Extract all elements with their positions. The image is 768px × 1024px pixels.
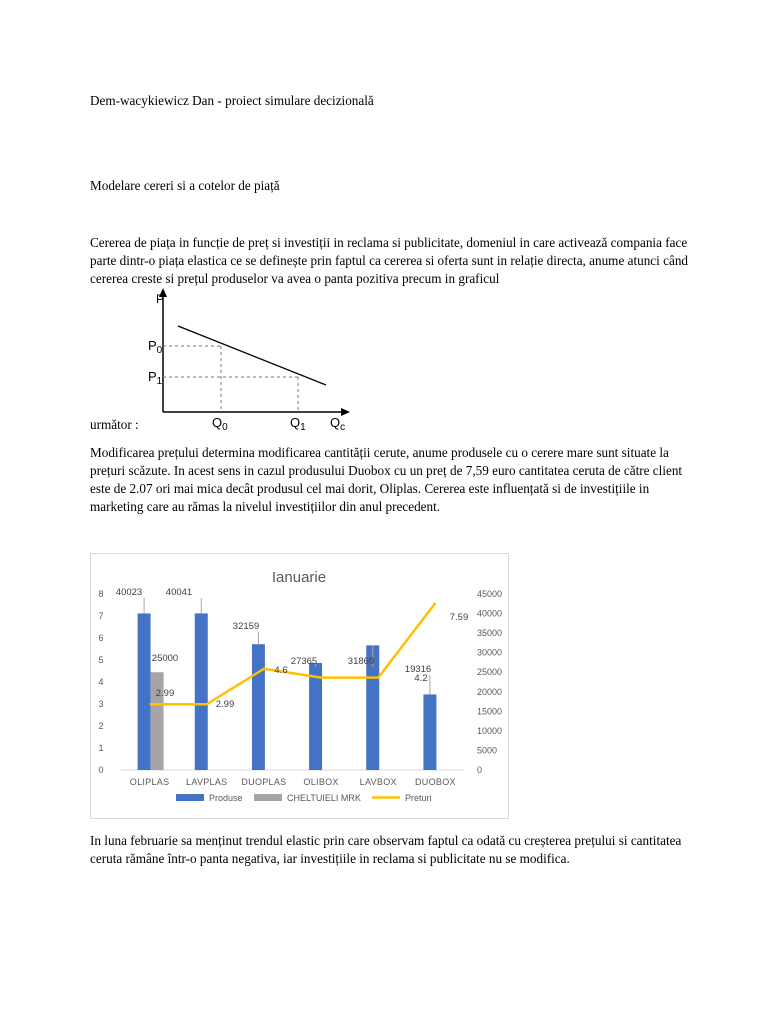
- bar-data-label: 31869: [347, 656, 375, 667]
- chart-svg: [91, 554, 508, 818]
- left-axis-tick: 2: [98, 721, 104, 731]
- left-axis-tick: 1: [98, 743, 104, 753]
- right-axis-tick: 15000: [477, 706, 503, 717]
- p0-label: $P_0$: [148, 338, 163, 356]
- bar-produse: [423, 694, 436, 770]
- bar-data-label: 40041: [165, 587, 193, 598]
- chart-title: Ianuarie: [271, 569, 327, 586]
- qc-label: $Q_c$: [330, 415, 346, 433]
- right-axis-tick: 40000: [477, 608, 503, 619]
- paragraph-price-effect: Modificarea prețului determina modificarea cantității cerute, anume produsele cu o cerere mare sunt situate la prețuri scăzute. In acest sens in cazul produsului Duobox cu un preț de 7,59 euro cantitatea ceruta de către client este de 2.07 ori mai mica decât produsul cel mai dorit, Oliplas. Cererea este influențată si de investițiile in marketing care au rămas la nivelul investițiilor din anul precedent.: [90, 445, 683, 514]
- bar-produse: [309, 663, 322, 770]
- paragraph-february: In luna februarie sa menținut trendul elastic prin care observam faptul ca odată cu creșterea prețului si cantitatea ceruta rămâne într-o panta negativa, iar investițiile in reclama si publicitate nu se modifica.: [90, 833, 682, 866]
- legend-swatch-produse: [176, 794, 204, 801]
- price-data-label: 4.6: [274, 665, 288, 676]
- legend-label-produse: Produse: [209, 793, 243, 803]
- category-label: LAVPLAS: [186, 777, 228, 787]
- legend-label-mrk: CHELTUIELI MRK: [287, 793, 361, 803]
- price-data-label: 7.59: [449, 612, 469, 623]
- following-label: următor :: [90, 417, 139, 432]
- mrk-data-label: 25000: [151, 653, 179, 664]
- bar-produse: [138, 613, 151, 770]
- left-axis-tick: 5: [98, 655, 104, 665]
- bar-produse: [195, 613, 208, 770]
- right-axis-tick: 5000: [477, 745, 498, 756]
- p-axis-label: P: [156, 292, 165, 306]
- section-title: Modelare cereri si a cotelor de piață: [90, 178, 280, 193]
- right-axis-tick: 30000: [477, 647, 503, 658]
- demand-curve-diagram: [142, 288, 362, 433]
- p1-label: $P_1$: [148, 369, 163, 387]
- price-data-label: 2.99: [215, 699, 235, 710]
- right-axis-tick: 20000: [477, 686, 503, 697]
- category-label: OLIBOX: [303, 777, 339, 787]
- bar-cheltuieli-mrk: [151, 672, 164, 770]
- page-title: Dem-wacykiewicz Dan - proiect simulare decizională: [90, 93, 374, 108]
- category-label: DUOPLAS: [241, 777, 287, 787]
- bar-data-label: 27365: [290, 656, 318, 667]
- category-label: OLIPLAS: [129, 777, 170, 787]
- q1-label: $Q_1$: [290, 415, 306, 433]
- left-axis-tick: 3: [98, 699, 104, 709]
- left-axis-tick: 4: [98, 677, 104, 687]
- right-axis-tick: 35000: [477, 628, 503, 639]
- q0-label: $Q_0$: [212, 415, 228, 433]
- left-axis-tick: 7: [98, 611, 104, 621]
- left-axis-tick: 6: [98, 633, 104, 643]
- left-axis-tick: 8: [98, 589, 104, 599]
- right-axis-tick: 45000: [477, 589, 503, 599]
- line-preturi: [150, 603, 436, 704]
- bar-data-label: 19316: [404, 664, 432, 675]
- bar-produse: [252, 644, 265, 770]
- bar-data-label: 40023: [115, 587, 143, 598]
- right-axis-tick: 0: [477, 765, 483, 775]
- chart-ianuarie: [90, 553, 509, 819]
- right-axis-tick: 10000: [477, 725, 503, 736]
- price-data-label: 2.99: [155, 688, 175, 699]
- bar-data-label: 32159: [232, 621, 260, 632]
- left-axis-tick: 0: [98, 765, 104, 775]
- category-label: DUOBOX: [415, 777, 456, 787]
- paragraph-intro: Cererea de piața in funcție de preț si investiții in reclama si publicitate, domeniul in care activează compania face parte dintr-o piața elastica ce se definește prin faptul ca cererea si oferta sunt in relație directa, anume atunci când cererea creste si prețul produselor va avea o panta pozitiva precum in graficul: [90, 235, 689, 286]
- price-data-label: 4.2: [414, 673, 428, 684]
- right-axis-tick: 25000: [477, 667, 503, 678]
- category-label: LAVBOX: [359, 777, 397, 787]
- legend-label-preturi: Preturi: [405, 793, 432, 803]
- legend-swatch-mrk: [254, 794, 282, 801]
